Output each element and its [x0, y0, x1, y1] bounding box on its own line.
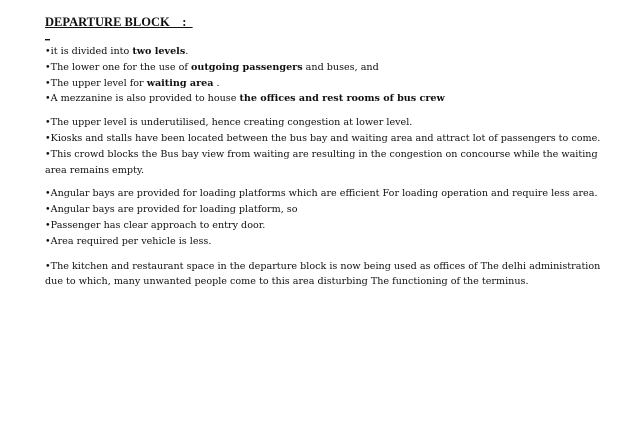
bold-phrase: the offices and rest rooms of bus crew [239, 93, 445, 105]
bullet-group-bays [45, 186, 615, 249]
bullet-mark: • [45, 219, 51, 231]
bullet-group-levels [45, 44, 615, 107]
bullet-mark: • [45, 148, 51, 160]
bullet-item: •Kiosks and stalls have been located between the bus bay and waiting area and attract lot of passengers to come. [45, 132, 601, 144]
bullet-item: •Angular bays are provided for loading platform, so [45, 204, 298, 216]
bullet-mark: • [45, 46, 51, 57]
bullet-mark: • [45, 204, 51, 216]
bullet-mark: • [45, 93, 51, 105]
bullet-mark: • [45, 188, 51, 200]
bullet-mark: • [45, 260, 51, 272]
bullet-group-congestion [45, 115, 615, 178]
bullet-mark: • [45, 77, 51, 89]
bullet-mark: • [45, 132, 51, 144]
bold-phrase: two levels [132, 46, 186, 57]
bold-phrase: outgoing passengers [190, 61, 303, 73]
bullet-item: •The upper level for waiting area . [45, 77, 220, 89]
bullet-mark: • [45, 61, 51, 73]
bullet-item: •Passenger has clear approach to entry door. [45, 219, 266, 231]
bullet-item: •Angular bays are provided for loading platforms which are efficient For loading operation and require less area. [45, 188, 598, 200]
slide-content [45, 14, 615, 290]
bullet-item: •The kitchen and restaurant space in the departure block is now being used as offices of The delhi administration due to which, many unwanted people come to this area disturbing The functioning of the terminus. [45, 260, 601, 288]
bullet-item: •The upper level is underutilised, hence creating congestion at lower level. [45, 117, 413, 129]
bullet-mark: • [45, 235, 51, 247]
bullet-item: •A mezzanine is also provided to house the offices and rest rooms of bus crew [45, 93, 445, 105]
bullet-item: •This crowd blocks the Bus bay view from waiting are resulting in the congestion on concourse while the waiting area remains empty. [45, 148, 598, 176]
bullet-item: •it is divided into two levels. [45, 46, 189, 57]
bullet-group-kitchen [45, 259, 615, 291]
bullet-item: •The lower one for the use of outgoing passengers and buses, and [45, 61, 379, 73]
title-marker: _ [45, 30, 50, 41]
bold-phrase: waiting area [146, 77, 214, 89]
bullet-mark: • [45, 117, 51, 129]
bullet-item: •Area required per vehicle is less. [45, 235, 212, 247]
page-title: DEPARTURE BLOCK : [45, 15, 193, 29]
